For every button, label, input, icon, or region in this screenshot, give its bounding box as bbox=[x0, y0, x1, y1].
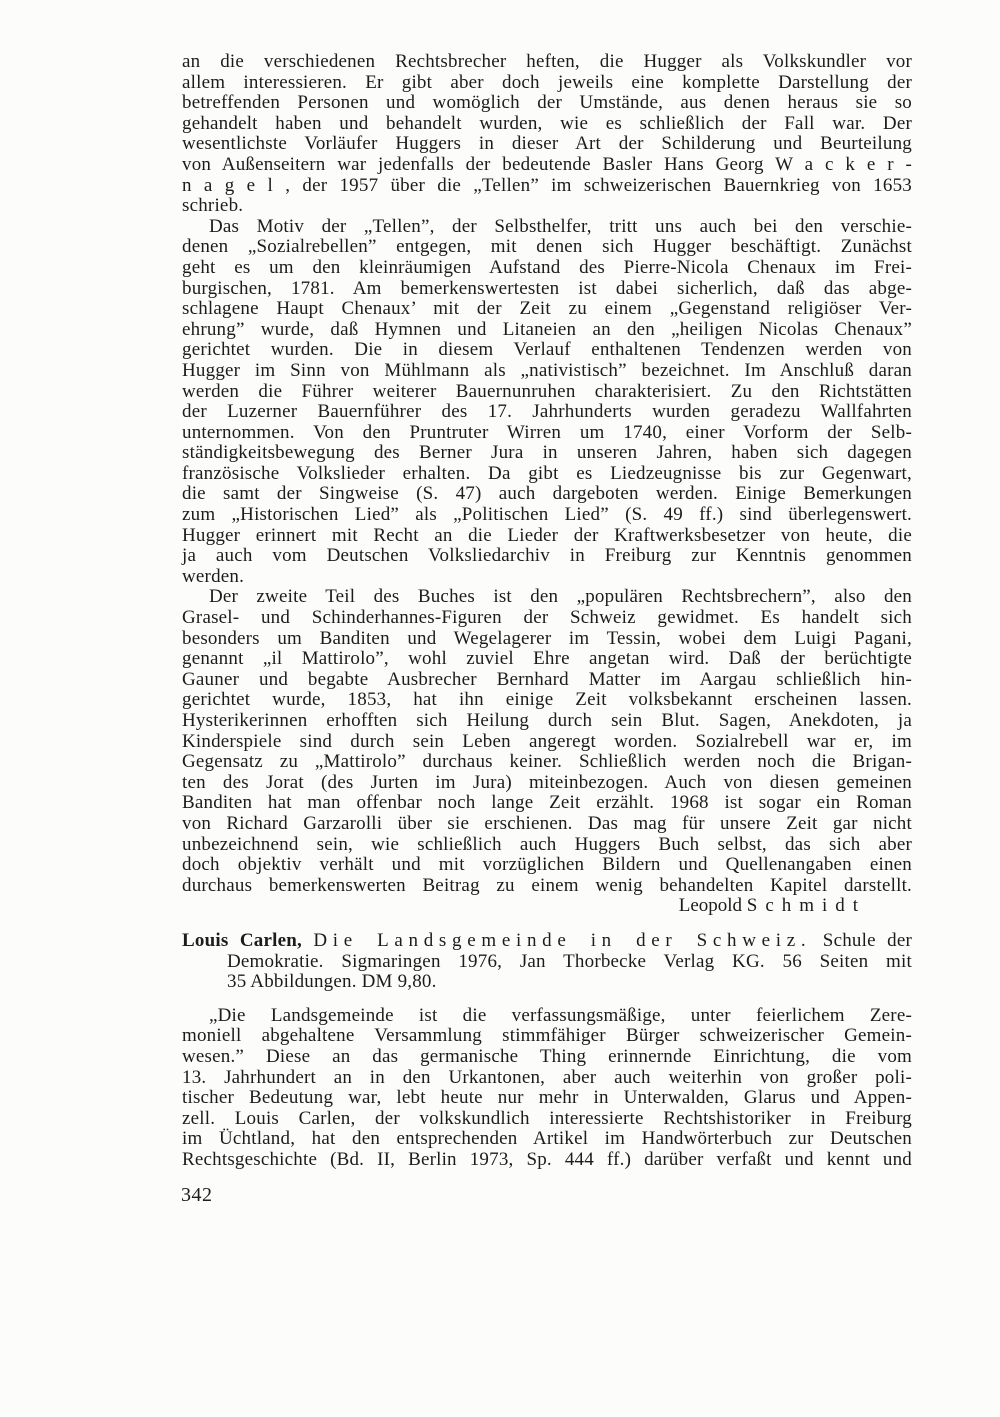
review-hugger bbox=[182, 52, 912, 917]
text-line: der Luzerner Bauernführer des 17. Jahrhunderts wurden geradezu Wallfahrten bbox=[182, 401, 912, 423]
paragraph-hugger-1 bbox=[182, 52, 912, 217]
text-line: Rechtsgeschichte (Bd. II, Berlin 1973, Sp. 444 ff.) darüber verfaßt und kennt und bbox=[182, 1148, 912, 1170]
text-line: werden. bbox=[182, 565, 245, 587]
text-line: im Üchtland, hat den entsprechenden Artikel im Handwörterbuch zur Deutschen bbox=[182, 1128, 912, 1150]
text-line: Kinderspiele sind durch sein Leben angeregt worden. Sozialrebell war er, im bbox=[182, 730, 912, 752]
text-line: wesen.” Diese an das germanische Thing erinnernde Einrichtung, die vom bbox=[182, 1045, 912, 1067]
text-line: Grasel- und Schinderhannes-Figuren der Schweiz gewidmet. Es handelt sich bbox=[182, 607, 912, 629]
text-line: gerichtet wurden. Die in diesem Verlauf enthaltenen Tendenzen werden von bbox=[182, 339, 912, 361]
text-line: ständigkeitsbewegung des Berner Jura in unseren Jahren, haben sich dagegen bbox=[182, 442, 912, 464]
text-line: doch objektiv verhält und mit vorzüglichen Bildern und Quellenangaben einen bbox=[182, 854, 912, 876]
text-line: zell. Louis Carlen, der volkskundlich interessierte Rechtshistoriker in Freiburg bbox=[182, 1107, 912, 1129]
text-line: französische Volkslieder erhalten. Da gibt es Liedzeugnisse bis zur Gegenwart, bbox=[182, 462, 912, 484]
text-line: Der zweite Teil des Buches ist den „populären Rechtsbrechern”, also den bbox=[209, 586, 912, 608]
text-line: n a g e l , der 1957 über die „Tellen” im schweizerischen Bauernkrieg von 1653 bbox=[182, 174, 912, 196]
review-title: Die Landsgemeinde in der Schweiz. bbox=[313, 929, 812, 951]
text-line: die samt der Singweise (S. 47) auch dargeboten werden. Einige Bemerkungen bbox=[182, 483, 912, 505]
review-carlen bbox=[182, 931, 912, 1171]
paragraph-hugger-2 bbox=[182, 217, 912, 588]
text-line: gerichtet wurde, 1853, hat ihn einige Zeit volksbekannt erscheinen lassen. bbox=[182, 689, 912, 711]
text-line: moniell abgehaltene Versammlung stimmfähiger Bürger schweizerischer Gemein- bbox=[182, 1025, 912, 1047]
text-line: burgischen, 1781. Am bemerkenswertesten ist dabei sicherlich, daß das abge- bbox=[182, 277, 912, 299]
heading-line-1 bbox=[182, 931, 912, 952]
text-line: ja auch vom Deutschen Volksliedarchiv in Freiburg zur Kenntnis genommen bbox=[182, 545, 912, 567]
heading-line-2: Demokratie. Sigmaringen 1976, Jan Thorbecke Verlag KG. 56 Seiten mit bbox=[227, 950, 912, 972]
text-line: an die verschiedenen Rechtsbrecher heften, die Hugger als Volkskundler vor bbox=[182, 51, 912, 72]
review-carlen-heading bbox=[182, 931, 912, 993]
text-line: gehandelt haben und behandelt wurden, wie es schließlich der Fall war. Der bbox=[182, 112, 912, 134]
signature-given-name: Leopold bbox=[678, 895, 743, 917]
text-line: zum „Historischen Lied” als „Politischen Lied” (S. 49 ff.) sind überlegenswert. bbox=[182, 504, 912, 526]
text-line: unbezeichnend sein, wie schließlich auch Huggers Buch selbst, das sich aber bbox=[182, 833, 912, 855]
text-line: Banditen hat man offenbar noch lange Zeit erzählt. 1968 ist sogar ein Roman bbox=[182, 792, 912, 814]
text-line: genannt „il Mattirolo”, wohl zuviel Ehre angetan wird. Daß der berüchtigte bbox=[182, 648, 912, 670]
text-line: betreffenden Personen und womöglich der Umstände, aus denen heraus sie so bbox=[182, 92, 912, 114]
text-line: Hugger im Sinn von Mühlmann als „nativistisch” bezeichnet. Im Anschluß daran bbox=[182, 359, 912, 381]
text-line: ehrung” wurde, daß Hymnen und Litaneien an den „heiligen Nicolas Chenaux” bbox=[182, 318, 912, 340]
review-subtitle-start: Schule der bbox=[822, 929, 912, 951]
text-line: wesentlichste Vorläufer Huggers in dieser Art der Schilderung und Beurteilung bbox=[182, 133, 912, 155]
text-line: von Richard Garzarolli über sie erschienen. Das mag für unsere Zeit gar nicht bbox=[182, 812, 912, 834]
text-line: „Die Landsgemeinde ist die verfassungsmäßige, unter feierlichem Zere- bbox=[209, 1004, 912, 1026]
text-line: besonders um Banditen und Wegelagerer im Tessin, wobei dem Luigi Pagani, bbox=[182, 627, 912, 649]
text-line: schlagene Haupt Chenaux’ mit der Zeit zu einem „Gegenstand religiöser Ver- bbox=[182, 298, 912, 320]
text-line: allem interessieren. Er gibt aber doch jeweils eine komplette Darstellung der bbox=[182, 71, 912, 93]
text-line: Gegensatz zu „Mattirolo” durchaus keiner. Schließlich werden noch die Brigan- bbox=[182, 751, 912, 773]
text-line: unternommen. Von den Pruntruter Wirren um 1740, einer Vorform der Selb- bbox=[182, 421, 912, 443]
text-line: Das Motiv der „Tellen”, der Selbsthelfer, tritt uns auch bei den verschie- bbox=[209, 215, 912, 237]
text-line: werden die Führer weiterer Bauernunruhen charakterisiert. Zu den Richtstätten bbox=[182, 380, 912, 402]
text-line: tischer Bedeutung war, lebt heute nur mehr in Unterwalden, Glarus und Appen- bbox=[182, 1087, 912, 1109]
text-line: geht es um den kleinräumigen Aufstand des Pierre-Nicola Chenaux im Frei- bbox=[182, 256, 912, 278]
paragraph-carlen-1 bbox=[182, 1006, 912, 1171]
text-line: denen „Sozialrebellen” entgegen, mit denen sich Hugger beschäftigt. Zunächst bbox=[182, 236, 912, 258]
text-line: schrieb. bbox=[182, 195, 244, 217]
text-line: Hugger erinnert mit Recht an die Lieder der Kraftwerksbesetzer von heute, die bbox=[182, 524, 912, 546]
reviewer-signature bbox=[182, 896, 912, 917]
review-author: Louis Carlen, bbox=[182, 929, 302, 951]
text-line: 13. Jahrhundert an in den Urkantonen, aber auch weiterhin von großer poli- bbox=[182, 1066, 912, 1088]
text-line: von Außenseitern war jedenfalls der bedeutende Basler Hans Georg W a c k e r - bbox=[182, 153, 912, 175]
page-text-column bbox=[182, 52, 912, 1170]
paragraph-hugger-3 bbox=[182, 587, 912, 896]
text-line: durchaus bemerkenswerten Beitrag zu einem wenig behandelten Kapitel darstellt. bbox=[182, 874, 912, 896]
heading-line-3: 35 Abbildungen. DM 9,80. bbox=[227, 971, 437, 993]
page-number: 342 bbox=[181, 1184, 213, 1206]
text-line: Hysterikerinnen erhofften sich Heilung durch sein Blut. Sagen, Anekdoten, ja bbox=[182, 710, 912, 731]
text-line: Gauner und begabte Ausbrecher Bernhard Matter im Aargau schließlich hin- bbox=[182, 668, 912, 690]
signature-family-name: Schmidt bbox=[746, 895, 866, 917]
text-line: ten des Jorat (des Jurten im Jura) miteinbezogen. Auch von diesen gemeinen bbox=[182, 771, 912, 793]
